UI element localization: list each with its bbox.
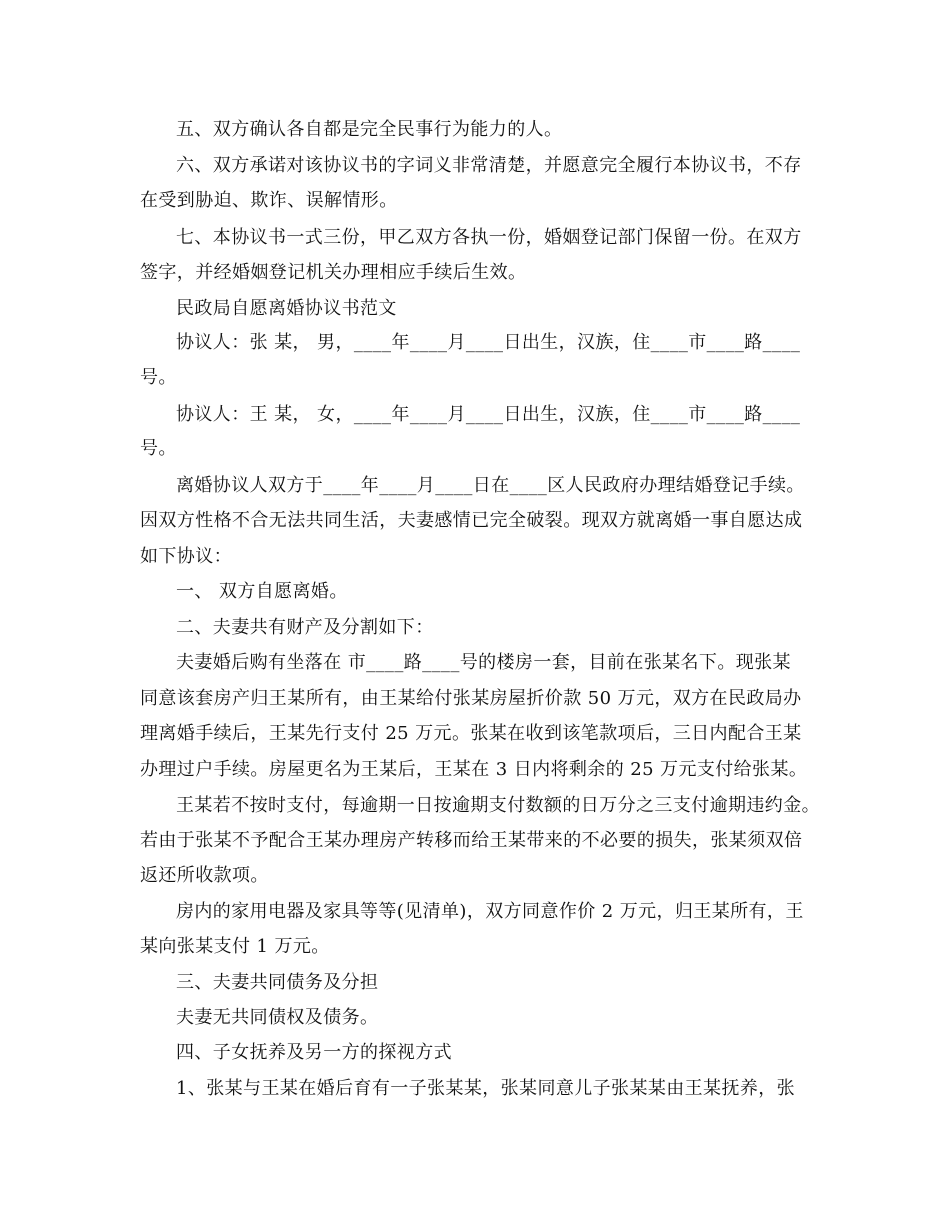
property-line-4: 办理过户手续。房屋更名为王某后，王某在 3 日内将剩余的 25 万元支付给张某。 <box>140 759 808 780</box>
article-two-heading: 二、夫妻共有财产及分割如下： <box>176 617 434 638</box>
penalty-line-2: 若由于张某不予配合王某办理房产转移而给王某带来的不必要的损失，张某须双倍 <box>140 830 803 851</box>
party-wang-line-2: 号。 <box>140 438 177 459</box>
clause-seven-line-1: 七、本协议书一式三份，甲乙双方各执一份，婚姻登记部门保留一份。在双方 <box>176 227 802 248</box>
appliances-line-1: 房内的家用电器及家具等等(见清单)，双方同意作价 2 万元，归王某所有，王 <box>176 901 804 922</box>
property-line-1: 夫妻婚后购有坐落在 市____路____号的楼房一套，目前在张某名下。现张某 <box>176 652 791 673</box>
debt-statement: 夫妻无共同债权及债务。 <box>176 1007 379 1028</box>
party-zhang-line-1: 协议人：张 某， 男，____年____月____日出生，汉族，住____市____路____ <box>176 332 801 353</box>
clause-five: 五、双方确认各自都是完全民事行为能力的人。 <box>176 119 563 140</box>
article-three-heading: 三、夫妻共同债务及分担 <box>176 972 379 993</box>
intro-line-1: 离婚协议人双方于____年____月____日在____区人民政府办理结婚登记手续。 <box>176 475 805 496</box>
clause-six-line-2: 在受到胁迫、欺诈、误解情形。 <box>140 190 398 211</box>
appliances-line-2: 某向张某支付 1 万元。 <box>140 936 330 957</box>
article-one: 一、 双方自愿离婚。 <box>176 581 348 602</box>
penalty-line-1: 王某若不按时支付，每逾期一日按逾期支付数额的日万分之三支付逾期违约金。 <box>176 795 820 816</box>
section-title: 民政局自愿离婚协议书范文 <box>176 298 397 319</box>
property-line-3: 理离婚手续后，王某先行支付 25 万元。张某在收到该笔款项后，三日内配合王某 <box>140 723 802 744</box>
intro-line-3: 如下协议： <box>140 546 232 567</box>
penalty-line-3: 返还所收款项。 <box>140 865 269 886</box>
party-zhang-line-2: 号。 <box>140 367 177 388</box>
custody-line-1: 1、张某与王某在婚后育有一子张某某，张某同意儿子张某某由王某抚养，张 <box>176 1078 796 1099</box>
party-wang-line-1: 协议人：王 某， 女，____年____月____日出生，汉族，住____市____路____ <box>176 404 801 425</box>
intro-line-2: 因双方性格不合无法共同生活，夫妻感情已完全破裂。现双方就离婚一事自愿达成 <box>140 510 803 531</box>
property-line-2: 同意该套房产归王某所有，由王某给付张某房屋折价款 50 万元，双方在民政局办 <box>140 688 802 709</box>
clause-seven-line-2: 签字，并经婚姻登记机关办理相应手续后生效。 <box>140 262 527 283</box>
article-four-heading: 四、子女抚养及另一方的探视方式 <box>176 1042 452 1063</box>
clause-six-line-1: 六、双方承诺对该协议书的字词义非常清楚，并愿意完全履行本协议书，不存 <box>176 155 802 176</box>
